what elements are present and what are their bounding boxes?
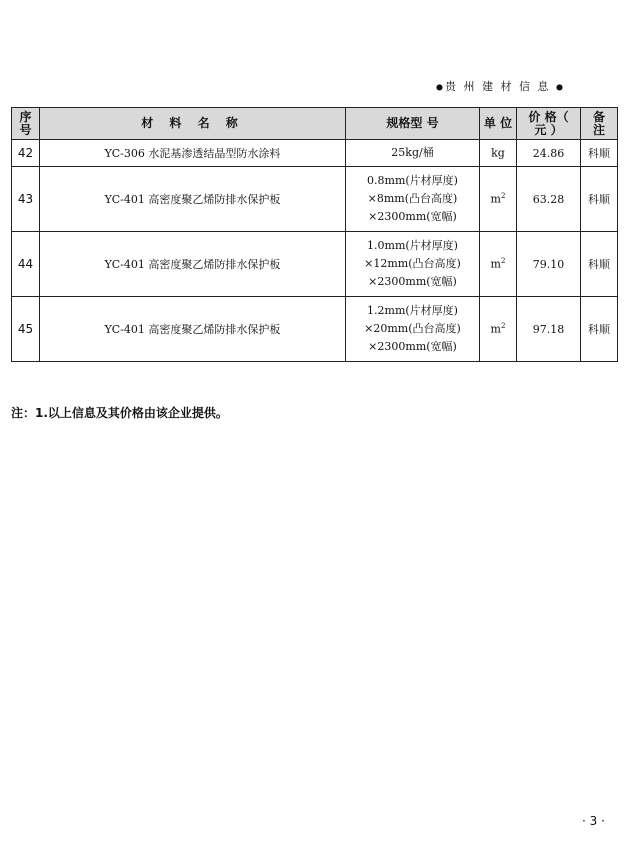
cell-price: 79.10 [517,232,581,297]
header-unit: 单 位 [480,108,517,140]
cell-unit: $m^2$ [480,232,517,297]
cell-name: YC-401 高密度聚乙烯防排水保护板 [40,232,346,297]
price-table [11,107,618,362]
table-row [12,167,618,232]
table-row [12,140,618,167]
header-remark: 备注 [581,108,618,140]
cell-remark: 科顺 [581,297,618,362]
running-header [436,78,565,94]
bullet-icon: ● [436,82,445,92]
cell-unit: kg [480,140,517,167]
cell-unit: $m^2$ [480,297,517,362]
cell-name: YC-401 高密度聚乙烯防排水保护板 [40,167,346,232]
cell-spec: 25kg/桶 [346,140,480,167]
table-row [12,232,618,297]
header-seq: 序号 [12,108,40,140]
cell-unit: $m^2$ [480,167,517,232]
cell-price: 97.18 [517,297,581,362]
header-name: 材 料 名 称 [40,108,346,140]
page-number: · 3 · [582,814,605,828]
cell-spec: 1.0mm(片材厚度) ×12mm(凸台高度) ×2300mm(宽幅) [346,232,480,297]
cell-spec: 0.8mm(片材厚度) ×8mm(凸台高度) ×2300mm(宽幅) [346,167,480,232]
header-price: 价 格（ 元 ） [517,108,581,140]
cell-name: YC-306 水泥基渗透结晶型防水涂料 [40,140,346,167]
cell-seq: 43 [12,167,40,232]
header-title: 贵 州 建 材 信 息 [444,80,551,93]
bullet-icon: ● [555,82,565,92]
cell-spec: 1.2mm(片材厚度) ×20mm(凸台高度) ×2300mm(宽幅) [346,297,480,362]
cell-price: 24.86 [517,140,581,167]
cell-seq: 44 [12,232,40,297]
cell-remark: 科顺 [581,232,618,297]
cell-remark: 科顺 [581,140,618,167]
cell-seq: 45 [12,297,40,362]
cell-name: YC-401 高密度聚乙烯防排水保护板 [40,297,346,362]
table-header-row [12,108,618,140]
cell-price: 63.28 [517,167,581,232]
table-row [12,297,618,362]
header-spec: 规格型 号 [346,108,480,140]
cell-seq: 42 [12,140,40,167]
footnote: 注：1.以上信息及其价格由该企业提供。 [11,406,228,420]
cell-remark: 科顺 [581,167,618,232]
